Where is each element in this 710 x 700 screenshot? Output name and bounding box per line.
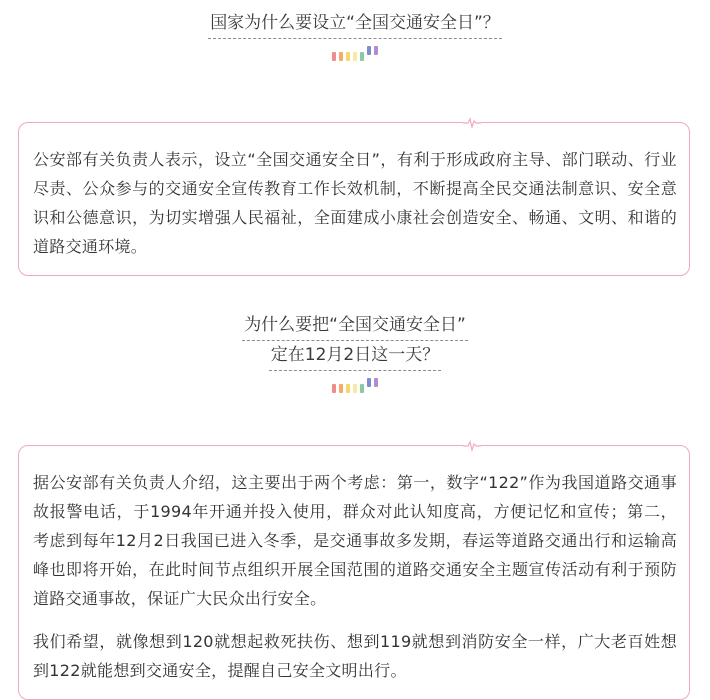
color-bar <box>332 384 336 393</box>
color-bar <box>353 384 357 393</box>
section-1-body: 公安部有关负责人表示，设立“全国交通安全日”，有利于形成政府主导、部门联动、行业尽责、公众参与的交通安全宣传教育工作长效机制，不断提高全民交通法制意识、安全意识和公德意识，为切实增强人民福祉，全面建成小康社会创造安全、畅通、文明、和谐的道路交通环境。 <box>33 150 677 256</box>
heartbeat-icon <box>463 440 481 452</box>
color-bar <box>339 52 343 61</box>
color-bar <box>353 52 357 61</box>
section-1-heading-text: 国家为什么要设立“全国交通安全日”？ <box>208 11 502 39</box>
color-bars-decoration <box>0 384 710 393</box>
section-2-heading <box>0 313 710 341</box>
section-1-heading <box>0 11 710 39</box>
heartbeat-icon <box>463 117 481 129</box>
color-bars-decoration <box>0 52 710 61</box>
color-bar <box>360 384 364 393</box>
section-2-body-paragraph-1: 据公安部有关负责人介绍，这主要出于两个考虑：第一，数字“122”作为我国道路交通事故报警电话，于1994年开通并投入使用，群众对此认知度高，方便记忆和宣传；第二，考虑到每年12月2日我国已进入冬季，是交通事故多发期，春运等道路交通出行和运输高峰也即将开始，在此时间节点组织开展全国范围的道路交通安全主题宣传活动有利于预防道路交通事故，保证广大民众出行安全。 <box>33 473 677 608</box>
section-1-card <box>18 122 690 276</box>
section-2-heading-line-1: 为什么要把“全国交通安全日” <box>242 313 468 341</box>
color-bar <box>346 384 350 393</box>
section-2-heading-line-2: 定在12月2日这一天？ <box>269 343 441 371</box>
color-bar <box>346 52 350 61</box>
color-bar <box>367 46 371 55</box>
color-bar <box>374 46 378 55</box>
section-2-card <box>18 445 690 700</box>
color-bar <box>360 52 364 61</box>
color-bar <box>339 384 343 393</box>
section-2-heading-continued <box>0 343 710 371</box>
color-bar <box>367 378 371 387</box>
section-2-body-paragraph-2: 我们希望，就像想到120就想起救死扶伤、想到119就想到消防安全一样，广大老百姓想到122就能想到交通安全，提醒自己安全文明出行。 <box>33 632 677 680</box>
color-bar <box>374 378 378 387</box>
color-bar <box>332 52 336 61</box>
